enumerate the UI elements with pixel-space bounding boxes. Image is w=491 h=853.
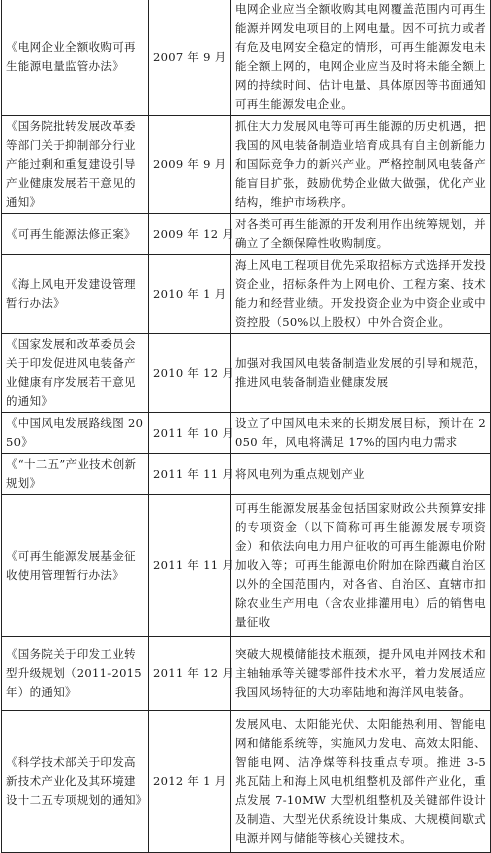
policy-name-cell: 《电网企业全额收购可再生能源电量监管办法》 xyxy=(2,0,149,116)
policy-date-cell: 2011 年 10 月 xyxy=(149,413,231,454)
table-row xyxy=(2,255,491,334)
table-row xyxy=(2,214,491,255)
policy-name-cell: 《国务院关于印发工业转型升级规划（2011-2015 年）的通知》 xyxy=(2,637,149,711)
policy-date-cell: 2011 年 11 月 xyxy=(149,495,231,637)
policy-name-cell: 《国家发展和改革委员会关于印发促进风电装备产业健康有序发展若干意见的通知》 xyxy=(2,334,149,413)
policy-content-cell: 突破大规模储能技术瓶颈，提升风电并网技术和主轴轴承等关键零部件技术水平，着力发展适应我国风场特征的大功率陆地和海洋风电装备。 xyxy=(231,637,491,711)
policy-content-cell: 抓住大力发展风电等可再生能源的历史机遇，把我国的风电装备制造业培育成具有自主创新能力和国际竞争力的新兴产业。严格控制风电装备产能盲目扩张，鼓励优势企业做大做强，优化产业结构，维护市场秩序。 xyxy=(231,116,491,214)
policy-name-cell: 《科学技术部关于印发高新技术产业化及其环境建设十二五专项规划的通知》 xyxy=(2,711,149,853)
policy-table xyxy=(1,0,491,853)
table-row xyxy=(2,116,491,214)
table-row xyxy=(2,711,491,853)
policy-date-cell: 2010 年 1 月 xyxy=(149,255,231,334)
policy-name-cell: 《国务院批转发展改革委等部门关于抑制部分行业产能过剩和重复建设引导产业健康发展若干意见的通知》 xyxy=(2,116,149,214)
policy-content-cell: 发展风电、太阳能光伏、太阳能热利用、智能电网和储能系统等，实施风力发电、高效太阳能、智能电网、洁净煤等科技重点专项。推进 3-5 兆瓦陆上和海上风电机组整机及部件产业化，重点发展 7-10MW 大型机组整机及关键部件设计及制造、大型光伏系统设计集成、大规模间歇式电源并网与储能等核心关键技术。 xyxy=(231,711,491,853)
policy-name-cell: 《可再生能源发展基金征收使用管理暂行办法》 xyxy=(2,495,149,637)
policy-date-cell: 2011 年 11 月 xyxy=(149,454,231,495)
policy-date-cell: 2012 年 1 月 xyxy=(149,711,231,853)
policy-content-cell: 设立了中国风电未来的长期发展目标，预计在 2050 年，风电将满足 17%的国内电力需求 xyxy=(231,413,491,454)
policy-content-cell: 海上风电工程项目优先采取招标方式选择开发投资企业，招标条件为上网电价、工程方案、技术能力和经营业绩。开发投资企业为中资企业或中资控股（50%以上股权）中外合资企业。 xyxy=(231,255,491,334)
policy-date-cell: 2010 年 12 月 xyxy=(149,334,231,413)
table-row xyxy=(2,334,491,413)
policy-name-cell: 《海上风电开发建设管理暂行办法》 xyxy=(2,255,149,334)
policy-date-cell: 2009 年 9 月 xyxy=(149,116,231,214)
policy-date-cell: 2007 年 9 月 xyxy=(149,0,231,116)
table-row xyxy=(2,495,491,637)
policy-content-cell: 加强对我国风电装备制造业发展的引导和规范，推进风电装备制造业健康发展 xyxy=(231,334,491,413)
policy-content-cell: 将风电列为重点规划产业 xyxy=(231,454,491,495)
table-row xyxy=(2,413,491,454)
policy-name-cell: 《可再生能源法修正案》 xyxy=(2,214,149,255)
table-row xyxy=(2,0,491,116)
policy-date-cell: 2011 年 12 月 xyxy=(149,637,231,711)
table-row xyxy=(2,454,491,495)
policy-content-cell: 可再生能源发展基金包括国家财政公共预算安排的专项资金（以下简称可再生能源发展专项资金）和依法向电力用户征收的可再生能源电价附加收入等；可再生能源电价附加在除西藏自治区以外的全国范围内，对各省、自治区、直辖市扣除农业生产用电（含农业排灌用电）后的销售电量征收 xyxy=(231,495,491,637)
policy-content-cell: 对各类可再生能源的开发利用作出统筹规划，并确立了全额保障性收购制度。 xyxy=(231,214,491,255)
table-row xyxy=(2,637,491,711)
policy-date-cell: 2009 年 12 月 xyxy=(149,214,231,255)
policy-name-cell: 《“十二五”产业技术创新规划》 xyxy=(2,454,149,495)
policy-name-cell: 《中国风电发展路线图 2050》 xyxy=(2,413,149,454)
policy-content-cell: 电网企业应当全额收购其电网覆盖范围内可再生能源并网发电项目的上网电量。因不可抗力或者有危及电网安全稳定的情形，可再生能源发电未能全额上网的，电网企业应当及时将未能全额上网的持续时间、估计电量、具体原因等书面通知可再生能源发电企业。 xyxy=(231,0,491,116)
